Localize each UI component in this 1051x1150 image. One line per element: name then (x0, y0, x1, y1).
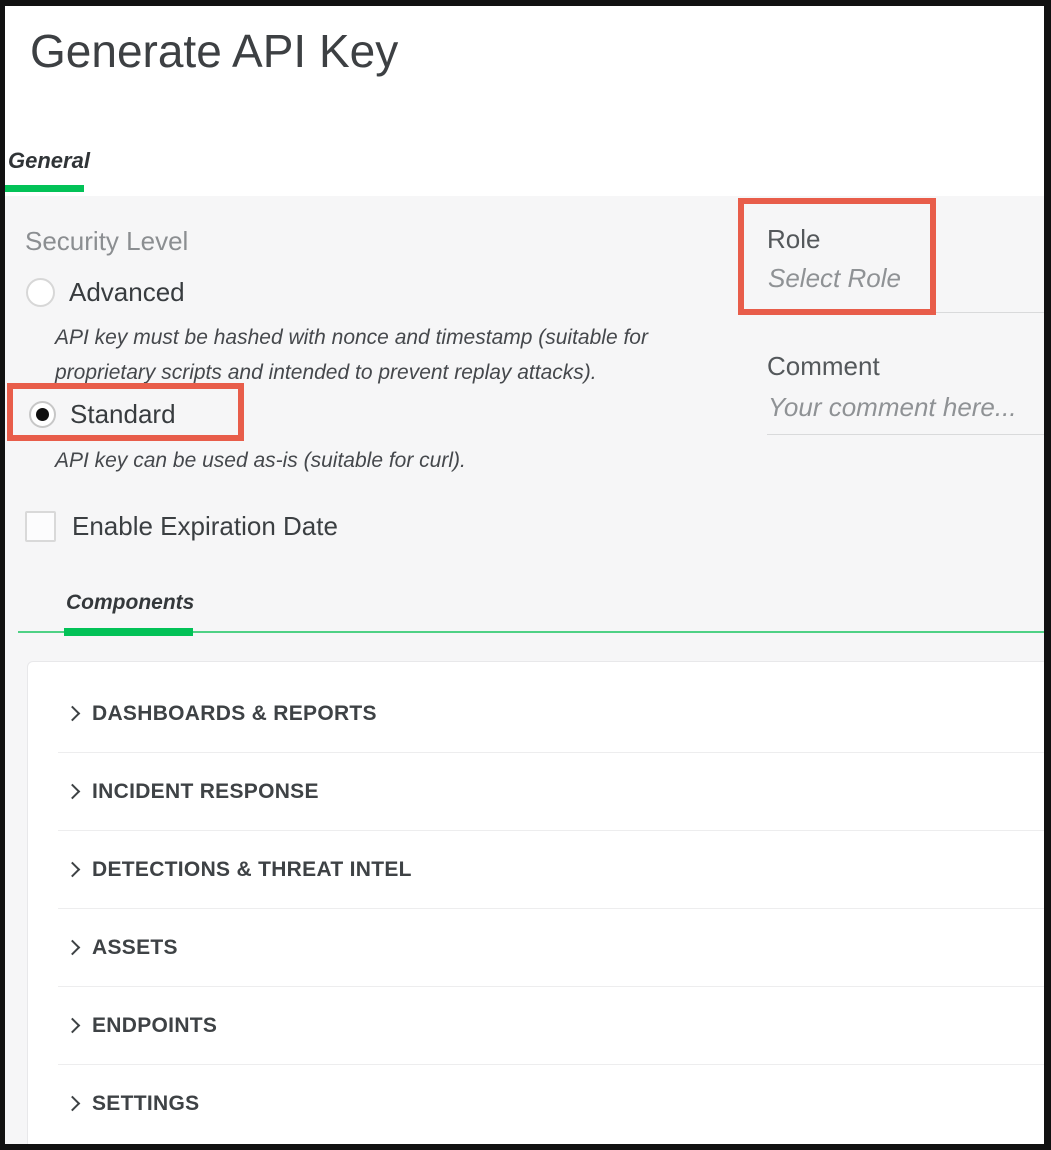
chevron-right-icon[interactable] (65, 706, 81, 722)
accordion-section-endpoints[interactable] (28, 987, 1050, 1064)
chevron-right-icon[interactable] (65, 1018, 81, 1034)
chevron-right-icon[interactable] (65, 1096, 81, 1112)
chevron-right-icon[interactable] (65, 862, 81, 878)
role-field-underline (767, 312, 1044, 313)
tab-general[interactable]: General (8, 148, 90, 173)
chevron-right-icon[interactable] (65, 784, 81, 800)
enable-expiration-date-label: Enable Expiration Date (72, 511, 338, 541)
accordion-section-label: ASSETS (92, 935, 178, 959)
radio-option-standard-label: Standard (70, 399, 176, 429)
window-border-right (1044, 0, 1051, 1150)
chevron-right-icon[interactable] (65, 940, 81, 956)
accordion-section-label: INCIDENT RESPONSE (92, 779, 319, 803)
radio-option-advanced-label: Advanced (69, 277, 185, 307)
radio-selected-icon[interactable] (29, 401, 56, 428)
standard-option-description: API key can be used as-is (suitable for curl). (55, 449, 466, 472)
comment-input[interactable]: Your comment here... (768, 392, 1017, 422)
window-border-left (0, 0, 5, 1150)
accordion-section-assets[interactable] (28, 909, 1050, 986)
role-label: Role (767, 224, 821, 254)
window-border-bottom (0, 1144, 1051, 1150)
accordion-section-dashboards-reports[interactable] (28, 675, 1050, 752)
accordion-section-detections-threat-intel[interactable] (28, 831, 1050, 908)
accordion-section-label: ENDPOINTS (92, 1013, 218, 1037)
components-accordion (27, 661, 1051, 1150)
role-select[interactable]: Select Role (768, 263, 901, 293)
accordion-section-label: DETECTIONS & THREAT INTEL (92, 857, 412, 881)
radio-option-advanced[interactable] (26, 277, 185, 308)
radio-option-standard[interactable] (29, 399, 176, 430)
tab-components-active-indicator (64, 628, 193, 636)
radio-dot (36, 408, 49, 421)
advanced-option-description: API key must be hashed with nonce and timestamp (suitable for proprietary scripts and intended to prevent replay attacks). (55, 326, 648, 384)
accordion-section-settings[interactable] (28, 1065, 1050, 1142)
window-border-top (0, 0, 1051, 6)
accordion-section-label: DASHBOARDS & REPORTS (92, 701, 377, 725)
radio-unselected-icon[interactable] (26, 278, 55, 307)
accordion-section-label: SETTINGS (92, 1091, 200, 1115)
checkbox-unchecked-icon[interactable] (25, 511, 56, 542)
tab-components[interactable]: Components (66, 591, 195, 614)
enable-expiration-date-option[interactable] (25, 511, 338, 542)
page-title: Generate API Key (30, 25, 399, 77)
security-level-label: Security Level (25, 226, 189, 256)
tab-general-active-indicator (5, 185, 84, 192)
comment-field-underline (767, 434, 1044, 435)
comment-label: Comment (767, 351, 880, 381)
accordion-section-incident-response[interactable] (28, 753, 1050, 830)
